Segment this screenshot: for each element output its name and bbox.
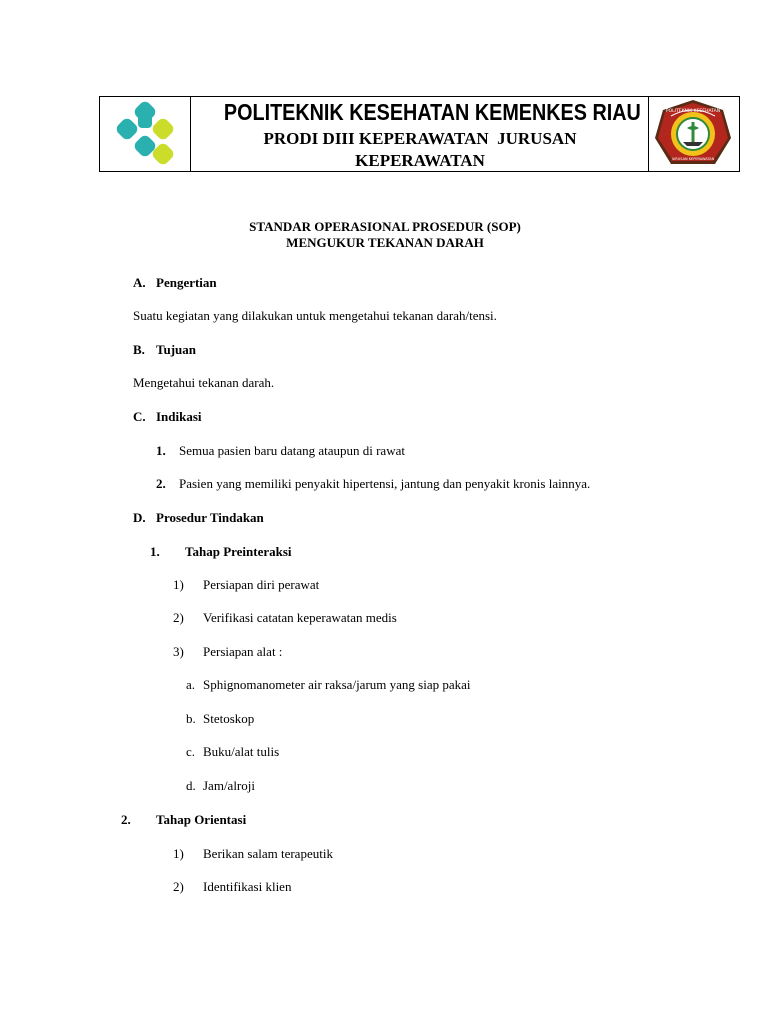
section-c-marker: C. bbox=[133, 409, 146, 424]
step-1-title: Tahap Preinteraksi bbox=[185, 544, 292, 559]
step-2-title: Tahap Orientasi bbox=[156, 812, 247, 827]
section-b-body: Mengetahui tekanan darah. bbox=[133, 375, 275, 390]
sop-title-line-1: STANDAR OPERASIONAL PROSEDUR (SOP) bbox=[249, 219, 521, 234]
section-b-marker: B. bbox=[133, 342, 145, 357]
indikasi-item-2-text: Pasien yang memiliki penyakit hipertensi, jantung dan penyakit kronis lainnya. bbox=[179, 476, 591, 491]
header-right-border bbox=[739, 96, 740, 172]
header-divider-right bbox=[648, 96, 649, 172]
step-2-num: 2. bbox=[121, 812, 131, 827]
emblem-text-bottom: JURUSAN KEPERAWATAN bbox=[671, 157, 715, 161]
indikasi-item-1-text: Semua pasien baru datang ataupun di rawat bbox=[179, 443, 405, 458]
section-a-body: Suatu kegiatan yang dilakukan untuk mengetahui tekanan darah/tensi. bbox=[133, 308, 497, 323]
emblem-text-top: POLITEKNIK KESEHATAN bbox=[665, 109, 721, 114]
step-2-item-1-text: Berikan salam terapeutik bbox=[203, 846, 333, 861]
section-d-marker: D. bbox=[133, 510, 146, 525]
tool-b-text: Stetoskop bbox=[203, 711, 255, 726]
step-2-item-2-text: Identifikasi klien bbox=[203, 879, 292, 894]
program-line-2: KEPERAWATAN bbox=[355, 151, 485, 170]
sop-title-line-2: MENGUKUR TEKANAN DARAH bbox=[286, 235, 484, 250]
tool-b-num: b. bbox=[186, 711, 196, 726]
header-divider-left bbox=[190, 96, 191, 172]
header-top-border bbox=[99, 96, 740, 97]
step-1-item-3-text: Persiapan alat : bbox=[203, 644, 283, 659]
tool-d-num: d. bbox=[186, 778, 196, 793]
step-1-item-2-text: Verifikasi catatan keperawatan medis bbox=[203, 610, 397, 625]
tool-d-text: Jam/alroji bbox=[203, 778, 255, 793]
step-1-item-3-num: 3) bbox=[173, 644, 184, 659]
poltekkes-emblem-icon bbox=[653, 98, 733, 170]
program-line-1: PRODI DIII KEPERAWATAN JURUSAN bbox=[263, 129, 577, 148]
section-b-heading: Tujuan bbox=[156, 342, 196, 357]
indikasi-item-2-num: 2. bbox=[156, 476, 166, 491]
institution-name: POLITEKNIK KESEHATAN KEMENKES RIAU bbox=[223, 99, 641, 125]
section-a-heading: Pengertian bbox=[156, 275, 217, 290]
tool-c-text: Buku/alat tulis bbox=[203, 744, 280, 759]
step-1-item-1-text: Persiapan diri perawat bbox=[203, 577, 320, 592]
kemenkes-logo-icon bbox=[108, 100, 184, 168]
step-2-item-2-num: 2) bbox=[173, 879, 184, 894]
program-name bbox=[192, 128, 648, 172]
step-1-item-2-num: 2) bbox=[173, 610, 184, 625]
header-left-border bbox=[99, 96, 100, 172]
step-1-item-1-num: 1) bbox=[173, 577, 184, 592]
tool-a-text: Sphignomanometer air raksa/jarum yang siap pakai bbox=[203, 677, 471, 692]
tool-a-num: a. bbox=[186, 677, 196, 692]
section-c-heading: Indikasi bbox=[156, 409, 202, 424]
section-a-marker: A. bbox=[133, 275, 146, 290]
step-2-item-1-num: 1) bbox=[173, 846, 184, 861]
indikasi-item-1-num: 1. bbox=[156, 443, 166, 458]
step-1-num: 1. bbox=[150, 544, 160, 559]
section-d-heading: Prosedur Tindakan bbox=[156, 510, 264, 525]
tool-c-num: c. bbox=[186, 744, 196, 759]
